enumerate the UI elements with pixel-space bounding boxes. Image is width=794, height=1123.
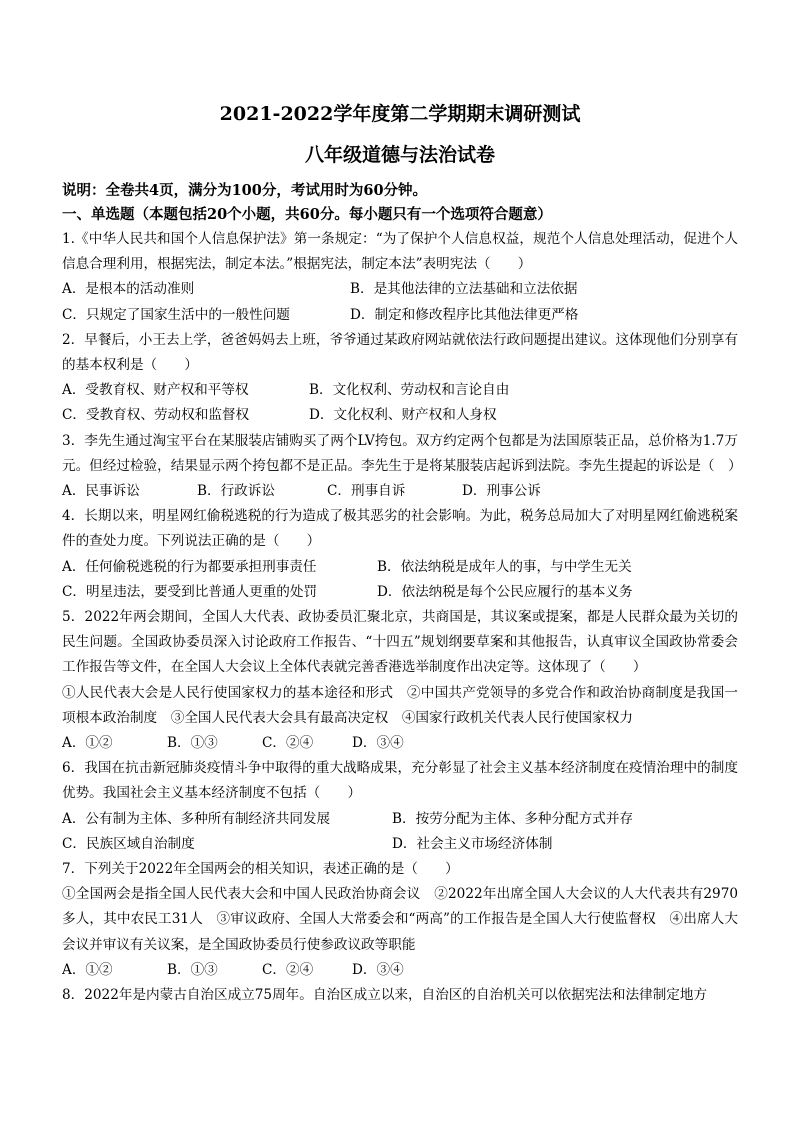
option-c: C．明星违法，要受到比普通人更重的处罚 — [62, 583, 318, 600]
option-d: D．③④ — [352, 961, 404, 978]
option-b: B．是其他法律的立法基础和立法依据 — [350, 281, 578, 298]
question-7-stem: 7．下列关于2022年全国两会的相关知识，表述正确的是（ ） — [62, 861, 459, 878]
question-3-stem: 3．李先生通过淘宝平台在某服装店铺购买了两个LV挎包。双方约定两个包都是为法国原装正品，总价格为1.7万元。但经过检验，结果显示两个挎包都不是正品。李先生于是将某服装店起诉到法院。李先生提起的诉讼是（ ） — [62, 432, 742, 474]
question-4-stem: 4．长期以来，明星网红偷税逃税的行为造成了极其恶劣的社会影响。为此，税务总局加大了对明星网红偷逃税案件的查处力度。下列说法正确的是（ ） — [62, 508, 738, 550]
question-5-options — [62, 731, 738, 756]
question-2-stem: 2．早餐后，小王去上学，爸爸妈妈去上班，爷爷通过某政府网站就依法行政问题提出建议。这体现他们分别享有的基本权利是（ ） — [62, 331, 738, 374]
option-a: A．①② — [62, 735, 113, 752]
question-5-stem: 5．2022年两会期间，全国人大代表、政协委员汇聚北京，共商国是，其议案或提案，都是人民群众最为关切的民生问题。全国政协委员深入讨论政府工作报告、“十四五”规划纲要草案和其他报告，认真审议全国政协常委会工作报告等文件，在全国人大会议上全体代表就完善香港选举制度作出决定等。这体现了（ ） — [62, 609, 738, 676]
exam-page — [62, 92, 742, 1008]
question-1-stem: 1.《中华人民共和国个人信息保护法》第一条规定：“为了保护个人信息权益，规范个人信息处理活动，促进个人信息合理利用，根据宪法，制定本法。”根据宪法，制定本法”表明宪法（ ） — [62, 231, 738, 273]
option-d: D．社会主义市场经济体制 — [392, 835, 553, 852]
question-8-stem: 8．2022年是内蒙古自治区成立75周年。自治区成立以来，自治区的自治机关可以依据宪法和法律制定地方 — [62, 987, 708, 1004]
option-c: C．②④ — [262, 735, 314, 752]
option-a: A．任何偷税逃税的行为都要承担刑事责任 — [62, 558, 317, 575]
question-7-statements: ①全国两会是指全国人民代表大会和中国人民政治协商会议 ②2022年出席全国人大会议的人大代表共有2970多人，其中农民工31人 ③审议政府、全国人大常委会和“两高”的工作报告是全国人大行使监督权 ④出席人大会议并审议有关议案，是全国政协委员行使参政议政等职能 — [62, 886, 738, 953]
option-a: A．受教育权、财产权和平等权 — [62, 382, 249, 399]
option-a: A．①② — [62, 961, 113, 978]
question-7-options — [62, 958, 738, 983]
question-2-options — [62, 378, 738, 428]
option-a: A．是根本的活动准则 — [62, 281, 195, 298]
option-d: D．制定和修改程序比其他法律更严格 — [350, 306, 579, 323]
option-b: B．按劳分配为主体、多种分配方式并存 — [392, 810, 634, 827]
option-c: C．只规定了国家生活中的一般性问题 — [62, 306, 290, 323]
instructions: 说明：全卷共4页，满分为100分，考试用时为60分钟。 — [62, 182, 428, 199]
question-4-options — [62, 555, 738, 605]
question-6-stem: 6．我国在抗击新冠肺炎疫情斗争中取得的重大战略成果，充分彰显了社会主义基本经济制度在疫情治理中的制度优势。我国社会主义基本经济制度不包括（ ） — [62, 760, 738, 802]
exam-subtitle: 八年级道德与法治试卷 — [304, 144, 495, 166]
option-b: B．行政诉讼 — [197, 483, 275, 500]
option-d: D．③④ — [352, 735, 404, 752]
question-3-options — [62, 479, 738, 504]
option-d: D．依法纳税是每个公民应履行的基本义务 — [377, 583, 633, 600]
option-c: C．②④ — [262, 961, 314, 978]
option-d: D．刑事公诉 — [462, 483, 541, 500]
option-c: C．刑事自诉 — [327, 483, 406, 500]
option-c: C．受教育权、劳动权和监督权 — [62, 407, 250, 424]
option-d: D．文化权利、财产权和人身权 — [309, 407, 497, 424]
option-c: C．民族区域自治制度 — [62, 835, 195, 852]
option-b: B．文化权利、劳动权和言论自由 — [309, 382, 510, 399]
section-heading: 一、单选题（本题包括20个小题，共60分。每小题只有一个选项符合题意） — [62, 206, 552, 223]
exam-title: 2021-2022学年度第二学期期末调研测试 — [219, 103, 581, 125]
option-a: A．民事诉讼 — [62, 483, 140, 500]
option-b: B．①③ — [167, 735, 218, 752]
option-b: B．依法纳税是成年人的事，与中学生无关 — [377, 558, 632, 575]
question-6-options — [62, 807, 738, 857]
option-b: B．①③ — [167, 961, 218, 978]
question-1-options — [62, 277, 738, 327]
option-a: A．公有制为主体、多种所有制经济共同发展 — [62, 810, 331, 827]
question-5-statements: ①人民代表大会是人民行使国家权力的基本途径和形式 ②中国共产党领导的多党合作和政治协商制度是我国一项根本政治制度 ③全国人民代表大会具有最高决定权 ④国家行政机关代表人民行使国家权力 — [62, 684, 738, 726]
